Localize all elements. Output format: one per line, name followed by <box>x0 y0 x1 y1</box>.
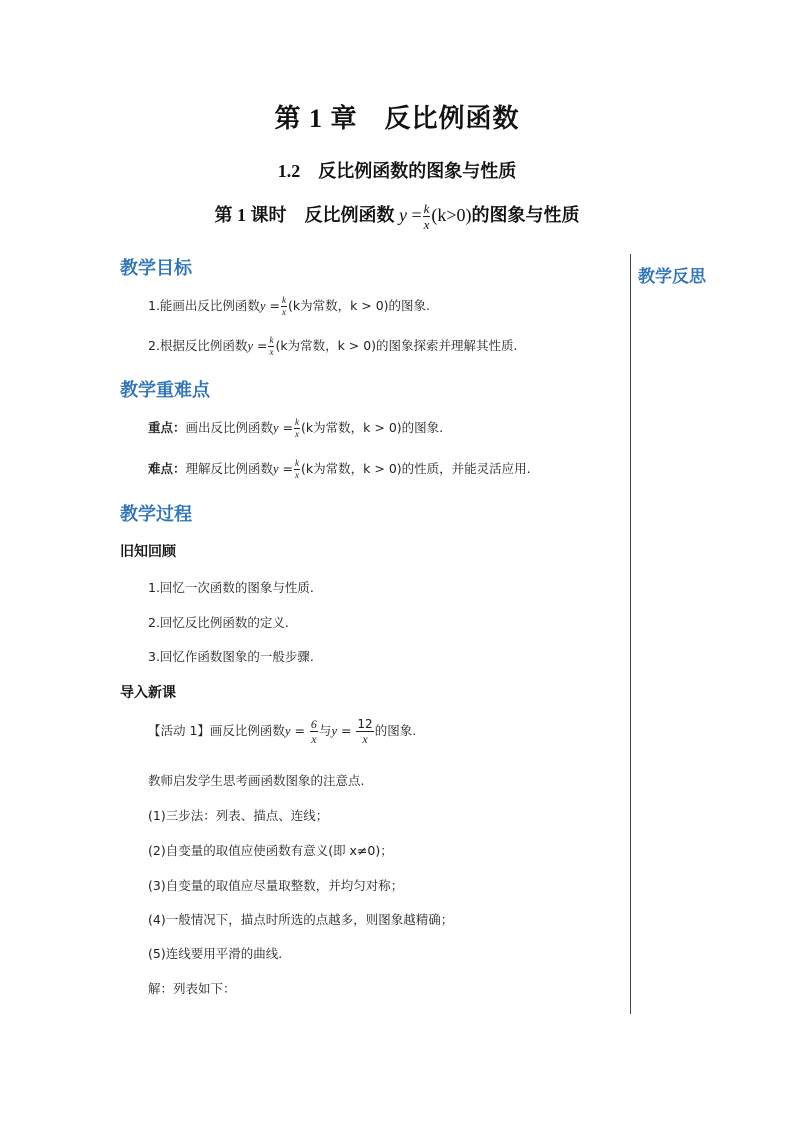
teacher-note: 教师启发学生思考画函数图象的注意点. <box>148 773 365 788</box>
section-title: 1.2 反比例函数的图象与性质 <box>277 161 517 181</box>
goal-item-1: 1.能画出反比例函数y = $\frac{k}{x}$ (k为常数，k > 0)的图象. <box>148 295 431 317</box>
goal-fraction-1: $\frac{k}{x}$ <box>281 295 286 317</box>
difficult-fraction: $\frac{k}{x}$ <box>295 458 300 480</box>
goals-heading: 教学目标 <box>120 258 192 279</box>
review-item-1: 1.回忆一次函数的图象与性质. <box>148 580 314 595</box>
reflection-heading: 教学反思 <box>638 267 706 287</box>
note-item-2: (2)自变量的取值应使函数有意义(即 x≠0)； <box>148 843 393 858</box>
lesson-title: 第 1 课时 反比例函数 y = $\frac{k}{x}$ (k>0)的图象与性质 <box>214 201 580 233</box>
column-divider <box>630 254 631 1014</box>
review-item-3: 3.回忆作函数图象的一般步骤. <box>148 649 314 664</box>
difficult-point: 难点：理解反比例函数y = $\frac{k}{x}$ (k为常数，k > 0)的性质，并能灵活应用. <box>148 458 531 480</box>
key-points-heading: 教学重难点 <box>120 380 210 401</box>
note-item-1: (1)三步法：列表、描点、连线； <box>148 808 329 823</box>
goal-item-2: 2.根据反比例函数y = $\frac{k}{x}$ (k为常数，k > 0)的图象探索并理解其性质. <box>148 335 518 357</box>
solution-line: 解：列表如下： <box>148 981 236 996</box>
review-heading: 旧知回顾 <box>120 544 176 560</box>
intro-heading: 导入新课 <box>120 685 176 701</box>
key-fraction: $\frac{k}{x}$ <box>295 417 300 439</box>
review-item-2: 2.回忆反比例函数的定义. <box>148 615 289 630</box>
activity-fraction-12: $\frac{12}{x}$ <box>357 717 373 746</box>
note-item-5: (5)连线要用平滑的曲线. <box>148 946 283 961</box>
note-item-3: (3)自变量的取值应尽量取整数，并均匀对称； <box>148 878 404 893</box>
chapter-title: 第 1 章 反比例函数 <box>274 104 520 133</box>
lesson-fraction: $\frac{k}{x}$ <box>423 201 430 233</box>
activity-fraction-6: $\frac{6}{x}$ <box>310 717 317 746</box>
key-point: 重点：画出反比例函数y = $\frac{k}{x}$ (k为常数，k > 0)的图象. <box>148 417 444 439</box>
process-heading: 教学过程 <box>120 504 192 525</box>
note-item-4: (4)一般情况下，描点时所选的点越多，则图象越精确； <box>148 912 454 927</box>
activity-1: 【活动 1】画反比例函数y = $\frac{6}{x}$ 与y = $\frac{12}{x}$ 的图象. <box>148 717 417 746</box>
goal-fraction-2: $\frac{k}{x}$ <box>269 335 274 357</box>
